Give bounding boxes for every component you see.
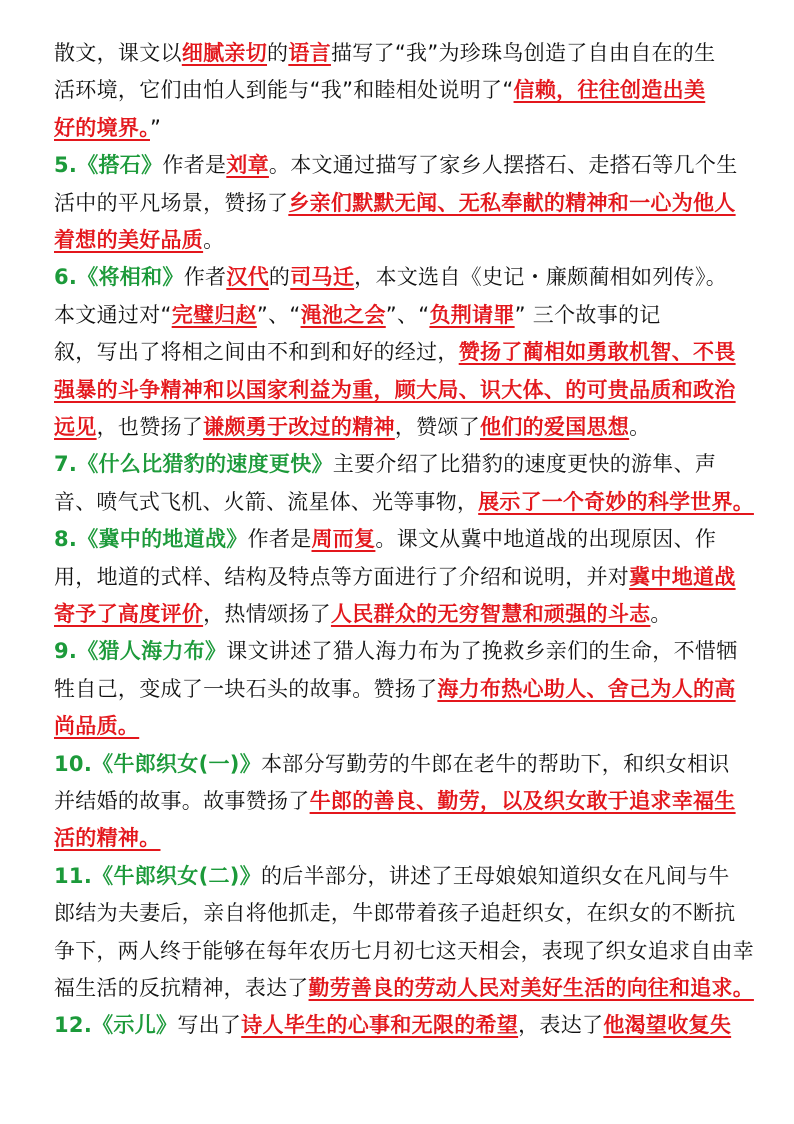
lesson-heading: 5.《搭石》 [54,153,163,178]
text-line [54,297,754,333]
body-text: 作者是 [162,153,227,178]
text-line [54,895,754,931]
text-line [54,596,754,632]
key-point-text: 乡亲们默默无闻、无私奉献的精神和一心为他人 [288,190,736,215]
text-line [54,559,754,595]
key-point-text: 细腻亲切 [181,41,268,65]
body-text: ，本文选自《史记・廉颇蔺相如列传》。 [354,265,728,290]
lesson-heading: 11.《牛郎织女(二)》 [54,863,261,888]
text-line [54,72,754,108]
body-text: 本部分写勤劳的牛郎在老牛的帮助下，和织女相识 [261,751,730,776]
text-line [54,671,754,707]
body-text: 音、喷气式飞机、火箭、流星体、光等事物， [54,489,479,514]
body-text: 并结婚的故事。故事赞扬了 [54,789,310,813]
body-text: 散文，课文以 [54,41,182,65]
body-text: 课文讲述了猎人海力布为了挽救乡亲们的生命，不惜牺 [226,639,738,664]
key-point-text: 展示了一个奇妙的科学世界。 [478,489,754,514]
text-line [54,110,754,146]
key-point-text: 好的境界。 [54,115,150,140]
text-line [54,185,754,221]
key-point-text: 勤劳善良的劳动人民对美好生活的向往和追求。 [308,976,754,1000]
key-point-text: 远见 [54,415,97,439]
body-text: 福生活的反抗精神，表达了 [54,976,309,1000]
lesson-heading: 6.《将相和》 [54,265,184,290]
text-line [54,970,754,1006]
key-point-text: 信赖，往往创造出美 [513,78,706,103]
body-text: 。 [203,228,225,252]
text-line [54,372,754,408]
body-text: 主要介绍了比猎豹的速度更快的游隼、声 [332,452,717,477]
body-text: ”、“ [256,302,301,327]
key-point-text: 寄予了高度评价 [54,602,204,626]
lesson-heading: 7.《什么比猎豹的速度更快》 [54,452,333,477]
text-line [54,409,754,445]
body-text: 。课文从冀中地道战的出现原因、作 [375,527,717,552]
body-text: 的 [268,265,291,290]
key-point-text: 他们的爱国思想 [480,415,630,439]
body-text: 的后半部分，讲述了王母娘娘知道织女在凡间与牛 [261,863,730,888]
body-text: 活中的平凡场景，赞扬了 [54,190,289,215]
key-point-text: 周而复 [311,527,376,552]
key-point-text: 人民群众的无穷智慧和顽强的斗志 [330,602,651,626]
text-line [54,933,754,969]
body-text: ” 三个故事的记 [514,302,661,327]
body-text: 。本文通过描写了家乡人摆搭石、走搭石等几个生 [268,153,738,178]
text-line [54,820,754,856]
body-text: ，表达了 [518,1013,604,1038]
key-point-text: 汉代 [226,265,269,290]
key-point-text: 海力布热心助人、舍己为人的高 [437,676,736,701]
body-text: 。 [650,602,672,626]
body-text: 的 [267,41,289,65]
body-text: 作者 [183,265,227,290]
body-text: ” [150,115,162,140]
body-text: 活环境，它们由怕人到能与“我”和睦相处说明了“ [54,78,514,103]
body-text: 争下，两人终于能够在每年农历七月初七这天相会，表现了织女追求自由幸 [54,938,754,963]
key-point-text: 牛郎的善良、勤劳，以及织女敢于追求幸福生 [309,789,736,813]
key-point-text: 语言 [288,41,331,65]
lesson-heading: 9.《猎人海力布》 [54,639,227,664]
text-line [54,1007,754,1043]
text-line [54,708,754,744]
body-text: ，热情颂扬了 [203,602,331,626]
body-text: 本文通过对“ [54,302,172,327]
key-point-text: 着想的美好品质 [54,228,204,252]
lesson-heading: 10.《牛郎织女(一)》 [54,751,261,776]
text-line [54,633,754,669]
body-text: 作者是 [247,527,312,552]
body-text: ，赞颂了 [394,415,481,439]
text-line [54,484,754,520]
body-text: 用，地道的式样、结构及特点等方面进行了介绍和说明，并对 [54,564,630,589]
text-line [54,746,754,782]
body-text: 叙，写出了将相之间由不和到和好的经过， [54,340,459,365]
text-line [54,147,754,183]
key-point-text: 诗人毕生的心事和无限的希望 [241,1013,519,1038]
lesson-heading: 8.《冀中的地道战》 [54,527,248,552]
text-line [54,35,754,71]
key-point-text: 冀中地道战 [629,564,736,589]
key-point-text: 他渴望收复失 [603,1013,732,1038]
text-line [54,783,754,819]
body-text: 写出了 [177,1013,242,1038]
key-point-text: 负荆请罪 [429,302,515,327]
key-point-text: 谦颇勇于改过的精神 [203,415,395,439]
key-point-text: 赞扬了蔺相如勇敢机智、不畏 [458,340,736,365]
key-point-text: 完璧归赵 [171,302,257,327]
key-point-text: 尚品质。 [54,714,140,739]
text-line [54,222,754,258]
text-line [54,858,754,894]
text-line [54,446,754,482]
text-line [54,334,754,370]
body-text: 描写了“我”为珍珠鸟创造了自由自在的生 [330,41,716,65]
key-point-text: 刘章 [226,153,269,178]
key-point-text: 渑池之会 [300,302,386,327]
body-text: 牲自己，变成了一块石头的故事。赞扬了 [54,676,438,701]
lesson-heading: 12.《示儿》 [54,1013,178,1038]
body-text: ”、“ [385,302,430,327]
text-line [54,521,754,557]
key-point-text: 活的精神。 [54,826,161,851]
body-text: 郎结为夫妻后，亲自将他抓走，牛郎带着孩子追赶织女，在织女的不断抗 [54,901,736,926]
key-point-text: 司马迁 [290,265,355,290]
key-point-text: 强暴的斗争精神和以国家利益为重，顾大局、识大体、的可贵品质和政治 [54,377,736,402]
text-line [54,259,754,295]
body-text: 。 [629,415,651,439]
body-text: ，也赞扬了 [96,415,204,439]
